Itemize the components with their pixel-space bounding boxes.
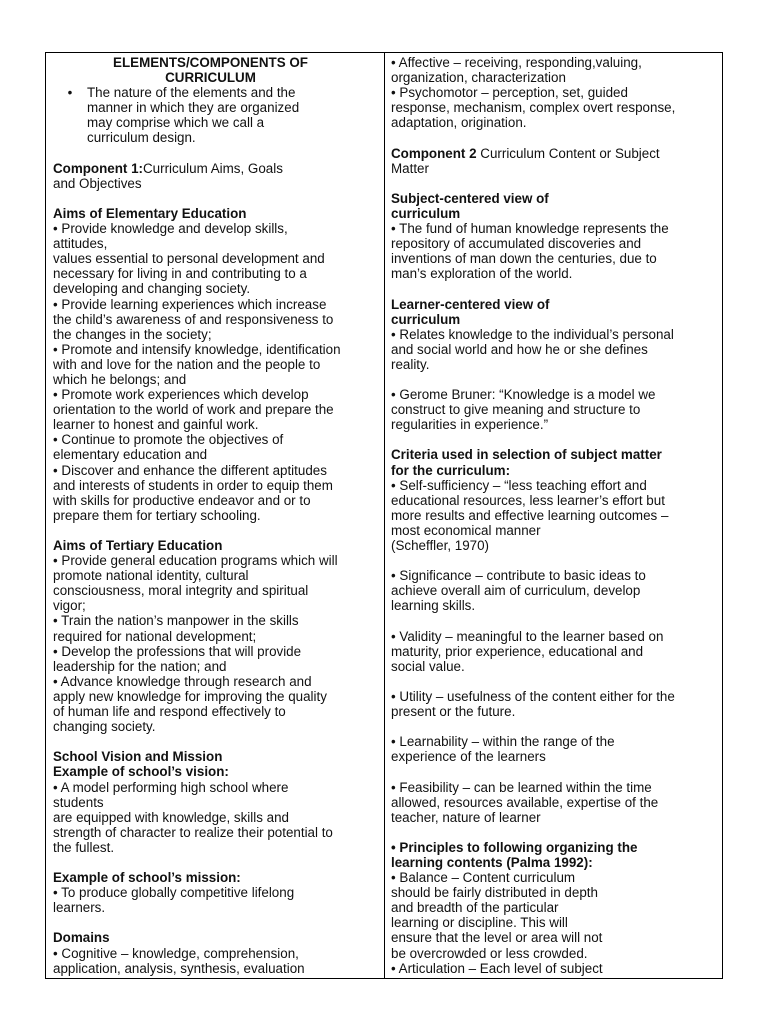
criteria-heading: Criteria used in selection of subject matter for the curriculum: — [391, 447, 662, 478]
domains-text: • Cognitive – knowledge, comprehension, application, analysis, synthesis, evaluation — [53, 945, 305, 976]
list-item: • Promote work experiences which develop orientation to the world of work and prepare the learner to honest and gainful work. — [53, 387, 334, 433]
list-item: • Self-sufficiency – “less teaching effort and educational resources, less learner’s effort but more results and effective learning outcomes – most economical manner (Scheffler, 1970) — [391, 477, 669, 553]
component-1-text: Curriculum Aims, Goals and Objectives — [53, 160, 283, 191]
domains-heading: Domains — [53, 930, 110, 946]
balance-text: • Balance – Content curriculum should be fairly distributed in depth and breadth of the particular learning or discipline. This will ensure that the level or area will not be overcrowded or less crowded. — [391, 870, 603, 961]
component-2 — [391, 146, 716, 176]
intro-text: The nature of the elements and the manner in which they are organized may comprise which we call a curriculum design. — [87, 85, 300, 146]
bullet-dot: • — [67, 85, 73, 101]
list-item: • Psychomotor – perception, set, guided response, mechanism, complex overt response, adaptation, origination. — [391, 85, 676, 131]
subject-centered-text: • The fund of human knowledge represents the repository of accumulated discoveries and inventions of man down the centuries, due to man’s exploration of the world. — [391, 221, 669, 282]
left-column — [46, 53, 385, 978]
component-1-label: Component 1: — [53, 160, 144, 176]
list-item: • Affective – receiving, responding,valuing, organization, characterization — [391, 55, 642, 86]
component-2-text: Curriculum Content or Subject Matter — [391, 145, 660, 176]
right-column — [385, 53, 722, 978]
articulation-text: • Articulation – Each level of subject — [391, 960, 603, 976]
vision-text: • A model performing high school where students are equipped with knowledge, skills and strength of character to realize their potential to the fullest. — [53, 779, 333, 855]
subject-centered-heading: Subject-centered view of curriculum — [391, 190, 549, 221]
list-item: • Validity – meaningful to the learner based on maturity, prior experience, educational and social value. — [391, 628, 664, 674]
intro-bullet — [53, 85, 378, 145]
vision-example-heading: Example of school’s vision: — [53, 764, 229, 780]
learner-centered-text: • Relates knowledge to the individual’s personal and social world and how he or she defines reality. — [391, 326, 674, 372]
list-item: • Feasibility – can be learned within the time allowed, resources available, expertise of the teacher, nature of learner — [391, 779, 659, 825]
document-title — [53, 55, 378, 85]
list-item: • Advance knowledge through research and apply new knowledge for improving the quality of human life and respond effectively to changing society. — [53, 673, 327, 735]
component-1 — [53, 161, 378, 191]
learner-centered-heading: Learner-centered view of curriculum — [391, 296, 550, 327]
component-2-label: Component 2 — [391, 145, 477, 161]
list-item: • Discover and enhance the different aptitudes and interests of students in order to equip them with skills for productive endeavor and or to prepare them for tertiary schooling. — [53, 462, 333, 523]
vision-mission-heading: School Vision and Mission — [53, 749, 223, 765]
document-page — [45, 52, 723, 979]
principles-heading: • Principles to following organizing the learning contents (Palma 1992): — [391, 839, 638, 870]
list-item: • Promote and intensify knowledge, identification with and love for the nation and the people to which he belongs; and — [53, 341, 341, 387]
aims-elementary-heading: Aims of Elementary Education — [53, 205, 247, 221]
mission-text: • To produce globally competitive lifelong learners. — [53, 885, 295, 916]
list-item: • Train the nation’s manpower in the skills required for national development; — [53, 613, 299, 644]
list-item: • Learnability – within the range of the experience of the learners — [391, 734, 615, 765]
aims-tertiary-heading: Aims of Tertiary Education — [53, 538, 223, 553]
list-item: • Significance – contribute to basic ideas to achieve overall aim of curriculum, develop learning skills. — [391, 568, 646, 614]
list-item: • Provide knowledge and develop skills, attitudes, values essential to personal development and necessary for living in and contributing to a developing and changing society. — [53, 221, 325, 297]
title-line-2: CURRICULUM — [165, 70, 256, 86]
title-line-1: ELEMENTS/COMPONENTS OF — [113, 55, 308, 70]
list-item: • Provide learning experiences which increase the child’s awareness of and responsiveness to the changes in the society; — [53, 296, 334, 342]
mission-example-heading: Example of school’s mission: — [53, 870, 241, 886]
list-item: • Utility – usefulness of the content either for the present or the future. — [391, 688, 675, 720]
list-item: • Continue to promote the objectives of elementary education and — [53, 432, 284, 463]
list-item: • Develop the professions that will provide leadership for the nation; and — [53, 643, 302, 674]
list-item: • Provide general education programs which will promote national identity, cultural consciousness, moral integrity and spiritual vigor; — [53, 553, 338, 614]
bruner-quote: • Gerome Bruner: “Knowledge is a model we construct to give meaning and structure to regularities in experience.” — [391, 387, 656, 433]
